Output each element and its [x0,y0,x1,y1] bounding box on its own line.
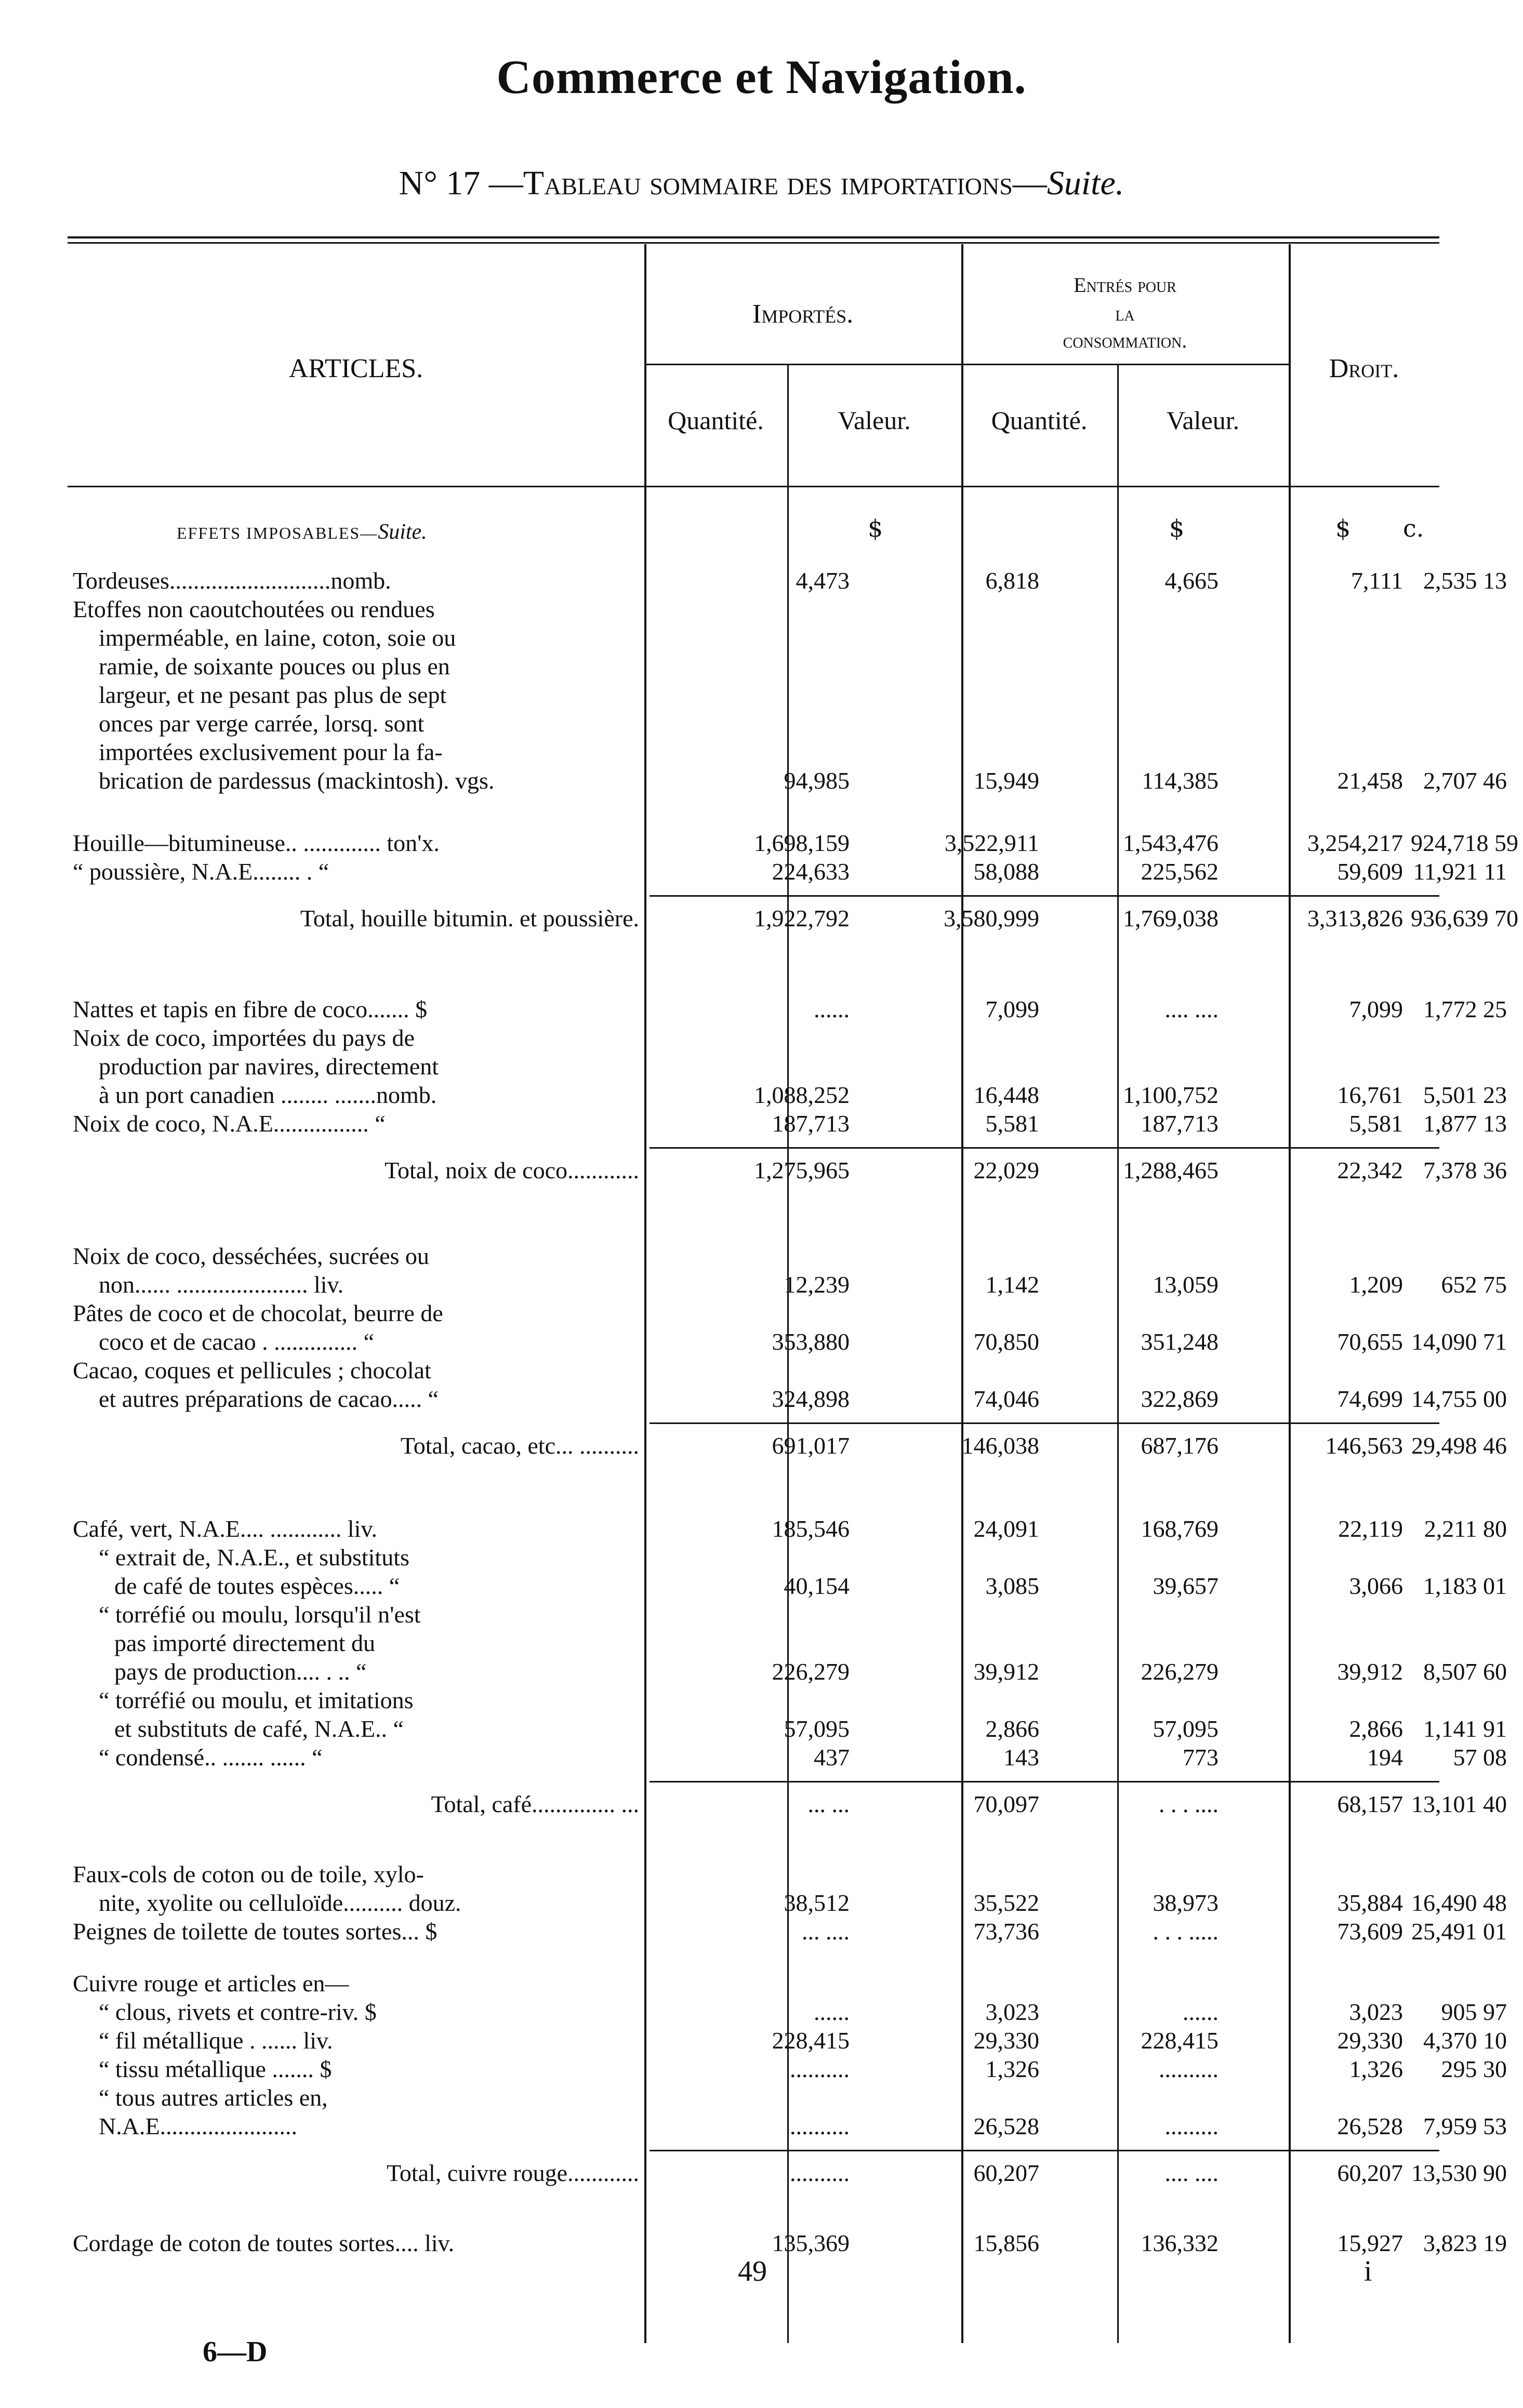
top-rule [68,236,1439,238]
row-label: Noix de coco, importées du pays de [73,1025,415,1051]
subheader-rule [961,364,1289,365]
row-label: coco et de cacao . .............. “ [99,1328,375,1355]
valeur-consommation-cell: 2,866 [1349,1715,1403,1742]
row-label: imperméable, en laine, coton, soie ou [99,624,456,651]
row-label: pas importé directement du [114,1630,376,1656]
row-label: nite, xyolite ou celluloïde.......... douz. [99,1890,461,1916]
table-subtitle [0,164,1523,203]
valeur-consommation-cell: 70,655 [1337,1328,1403,1355]
valeur-header: Valeur. [838,406,911,435]
quantite-importee-cell: 228,415 [772,2027,850,2054]
quantite-importee-cell: 185,546 [772,1515,850,1542]
table-row [68,829,1518,857]
table-row [68,1860,1439,1888]
droit-cell: 1,141 91 [1423,1715,1507,1742]
quantite-consommation-cell: 4,665 [1164,567,1219,594]
table-row [68,1998,1507,2026]
valeur-importee-cell: 3,580,999 [944,905,1039,932]
top-rule-2 [68,242,1439,244]
group-noix-de-coco [68,995,1507,1185]
row-label: “ fil métallique . ...... liv. [99,2027,333,2054]
row-label: largeur, et ne pesant pas plus de sept [99,682,447,708]
table-row [68,652,1439,681]
quantite-importee-cell: ...... [814,996,850,1022]
droit-header: Droit. [1329,354,1399,383]
valeur-importee-cell: 35,522 [973,1890,1039,1916]
droit-cell: 14,090 71 [1411,1328,1507,1355]
droit-cell: 13,530 90 [1411,2160,1507,2186]
table-number: N° 17 [399,164,481,202]
table-row [68,1270,1507,1299]
quantite-importee-cell: 324,898 [772,1386,850,1412]
total-rule [650,895,1439,897]
row-label: brication de pardessus (mackintosh). vgs. [99,767,495,794]
droit-cell: 905 97 [1441,1999,1507,2025]
header-bottom-rule [68,486,1439,487]
droit-unit: $ [1335,514,1351,542]
valeur-importee-cell: 26,528 [973,2113,1039,2139]
row-label: “ tous autres articles en, [99,2084,328,2111]
row-label: de café de toutes espèces..... “ [114,1573,400,1599]
table-row [68,1657,1507,1686]
quantite-consommation-cell: 136,332 [1141,2230,1219,2256]
row-label: “ extrait de, N.A.E., et substituts [99,1544,409,1571]
valeur-consommation-cell: 146,563 [1325,1432,1403,1459]
group-faux-cols [68,1860,1507,1946]
droit-cell: 2,535 13 [1423,567,1507,594]
row-label: N.A.E....................... [99,2113,298,2139]
articles-header: ARTICLES. [288,354,423,383]
valeur-consommation-cell: 59,609 [1337,858,1403,885]
quantite-consommation-cell: ...... [1183,1999,1219,2025]
droit-cell: 1,183 01 [1423,1573,1507,1599]
valeur-consommation-cell: 73,609 [1337,1918,1403,1945]
valeur-consommation-cell: 3,313,826 [1307,905,1403,932]
table-row [68,681,1439,709]
total-row [68,1156,1507,1185]
quantite-importee-cell: ...... [814,1999,850,2025]
valeur-consommation-cell: 16,761 [1337,1082,1403,1108]
quantite-importee-cell: 437 [814,1744,850,1771]
valeur-consommation-cell: 1,209 [1349,1271,1403,1298]
row-label: onces par verge carrée, lorsq. sont [99,710,425,737]
valeur-importee-cell: 70,850 [973,1328,1039,1355]
quantite-consommation-cell: . . . .... [1159,1791,1219,1817]
row-label: “ torréfié ou moulu, lorsqu'il n'est [99,1601,421,1628]
entres-header-2: la [1115,302,1135,325]
table-row [68,1969,1439,1998]
table-row [68,566,1507,595]
table-row [68,738,1439,766]
table-row [68,1714,1507,1743]
valeur-consommation-cell: 22,119 [1338,1515,1403,1542]
entres-header-1: Entrés pour [1074,273,1176,297]
table-name: —Tableau sommaire des importations— [488,164,1047,202]
valeur-importee-cell: 3,023 [985,1999,1039,2025]
group-houille [68,829,1518,933]
droit-cell: 16,490 48 [1411,1890,1507,1916]
valeur-header-2: Valeur. [1166,406,1240,435]
page-title: Commerce et Navigation. [496,50,1027,103]
quantite-importee-cell: 226,279 [772,1658,850,1685]
droit-cell: 5,501 23 [1423,1082,1507,1108]
quantite-consommation-cell: 57,095 [1153,1715,1219,1742]
quantite-consommation-cell: 226,279 [1141,1658,1219,1685]
quantite-consommation-cell: 1,100,752 [1123,1082,1219,1108]
table-row [68,1052,1439,1081]
quantite-importee-cell: .......... [790,2113,850,2139]
quantite-importee-cell: 1,088,252 [754,1082,850,1108]
quantite-consommation-cell: 687,176 [1141,1432,1219,1459]
total-rule [650,2150,1439,2151]
table-row [68,1327,1507,1356]
valeur-importee-cell: 6,818 [985,567,1039,594]
table-row [68,1543,1439,1572]
valeur-importee-cell: 70,097 [973,1791,1039,1817]
quantite-importee-cell: .......... [790,2056,850,2082]
row-label: “ torréfié ou moulu, et imitations [99,1687,414,1713]
valeur-unit: $ [868,514,883,542]
valeur-consommation-cell: 29,330 [1337,2027,1403,2054]
valeur-consommation-cell: 7,099 [1349,996,1403,1022]
quantite-importee-cell: 38,512 [784,1890,850,1916]
table-row [68,623,1439,652]
droit-cell: 8,507 60 [1423,1658,1507,1685]
total-row [68,1431,1507,1460]
valeur-importee-cell: 60,207 [973,2160,1039,2186]
row-label: “ tissu métallique ....... $ [99,2056,332,2082]
quantite-consommation-cell: 1,288,465 [1123,1157,1219,1183]
row-label: Total, cacao, etc... .......... [400,1432,639,1459]
table-row [68,1385,1507,1413]
valeur-importee-cell: 15,949 [973,767,1039,794]
droit-cell: 652 75 [1441,1271,1507,1298]
table-row [68,1514,1507,1543]
quantite-consommation-cell: 322,869 [1141,1386,1219,1412]
total-row [68,1790,1507,1818]
quantite-consommation-cell: 114,385 [1142,767,1219,794]
quantite-importee-cell: 187,713 [772,1110,850,1137]
row-label: pays de production.... . .. “ [114,1658,367,1685]
quantite-importee-cell: 224,633 [772,858,850,885]
row-label: Total, cuivre rouge............ [386,2160,639,2186]
valeur-unit-2: $ [1169,514,1185,542]
droit-cell: 924,718 59 [1411,830,1518,856]
quantite-consommation-cell: 187,713 [1141,1110,1219,1137]
quantite-importee-cell: ... .... [802,1918,850,1945]
valeur-importee-cell: 74,046 [973,1386,1039,1412]
table-row [68,2055,1507,2083]
valeur-consommation-cell: 35,884 [1337,1890,1403,1916]
droit-cell: 936,639 70 [1411,905,1518,932]
table-row [68,995,1507,1023]
row-label: Etoffes non caoutchoutées ou rendues [73,596,435,622]
table-row [68,1888,1507,1917]
quantite-consommation-cell: 1,543,476 [1123,830,1219,856]
row-label: “ poussière, N.A.E........ . “ [73,858,329,885]
total-rule [650,1147,1439,1149]
row-label: “ condensé.. ....... ...... “ [99,1744,323,1771]
valeur-consommation-cell: 7,111 [1350,567,1403,594]
row-label: Cacao, coques et pellicules ; chocolat [73,1357,431,1383]
quantite-importee-cell: .......... [790,2160,850,2186]
group-tordeuses-etoffes [68,566,1507,795]
table-row [68,1081,1507,1109]
valeur-importee-cell: 39,912 [973,1658,1039,1685]
group-cordage [68,2229,1507,2257]
droit-cell: 7,959 53 [1423,2113,1507,2139]
row-label: Total, noix de coco............ [385,1157,639,1183]
table-row [68,1023,1439,1052]
group-cacao [68,1242,1507,1460]
droit-cell: 1,772 25 [1423,996,1507,1022]
valeur-consommation-cell: 74,699 [1337,1386,1403,1412]
valeur-consommation-cell: 3,254,217 [1307,830,1403,856]
page-letter: i [1364,2255,1372,2287]
quantite-consommation-cell: . . . ..... [1153,1918,1219,1945]
group-cafe [68,1514,1507,1818]
droit-cell: 2,707 46 [1423,767,1507,794]
row-label: ramie, de soixante pouces ou plus en [99,653,450,680]
row-label: Noix de coco, desséchées, sucrées ou [73,1243,429,1269]
quantite-consommation-cell: .... .... [1164,2160,1219,2186]
quantite-importee-cell: 4,473 [796,567,850,594]
quantite-importee-cell: 691,017 [772,1432,850,1459]
total-rule [650,1422,1439,1424]
total-row [68,2159,1507,2187]
valeur-importee-cell: 7,099 [985,996,1039,1022]
table-row [68,1299,1439,1327]
importes-header: Importés. [752,299,854,329]
table-row [68,2083,1439,2112]
valeur-importee-cell: 24,091 [973,1515,1039,1542]
droit-cell: 14,755 00 [1411,1386,1507,1412]
quantite-consommation-cell: .......... [1159,2056,1219,2082]
quantite-consommation-cell: 228,415 [1141,2027,1219,2054]
droit-cell: 29,498 46 [1411,1432,1507,1459]
quantite-consommation-cell: 225,562 [1141,858,1219,885]
row-label: “ clous, rivets et contre-riv. $ [99,1999,377,2025]
valeur-importee-cell: 146,038 [961,1432,1039,1459]
row-label: Faux-cols de coton ou de toile, xylo- [73,1861,424,1887]
row-label: Peignes de toilette de toutes sortes... $ [73,1918,438,1945]
row-label: et substituts de café, N.A.E.. “ [114,1715,404,1742]
valeur-consommation-cell: 3,023 [1349,1999,1403,2025]
table-row [68,1917,1507,1946]
valeur-consommation-cell: 68,157 [1337,1791,1403,1817]
table-row [68,1686,1439,1714]
quantite-consommation-cell: 38,973 [1153,1890,1219,1916]
valeur-consommation-cell: 5,581 [1349,1110,1403,1137]
total-rule [650,1781,1439,1782]
droit-cell: 1,877 13 [1423,1110,1507,1137]
row-label: et autres préparations de cacao..... “ [99,1386,439,1412]
quantite-consommation-cell: 13,059 [1153,1271,1219,1298]
row-label: Total, café.............. ... [431,1791,639,1817]
cents-unit: c. [1403,514,1424,542]
droit-cell: 2,211 80 [1424,1515,1507,1542]
droit-cell: 4,370 10 [1423,2027,1507,2054]
quantite-header: Quantité. [668,406,764,435]
row-label: Houille—bitumineuse.. ............. ton'x. [73,830,440,856]
valeur-consommation-cell: 22,342 [1337,1157,1403,1183]
row-label: Total, houille bitumin. et poussière. [300,905,639,932]
row-label: Nattes et tapis en fibre de coco....... $ [73,996,428,1022]
table-row [68,1242,1439,1270]
droit-cell: 7,378 36 [1423,1157,1507,1183]
droit-cell: 13,101 40 [1411,1791,1507,1817]
sheet-marker: 6—D [203,2336,268,2368]
valeur-importee-cell: 16,448 [973,1082,1039,1108]
valeur-importee-cell: 5,581 [985,1110,1039,1137]
droit-cell: 57 08 [1453,1744,1507,1771]
quantite-importee-cell: ... ... [807,1791,850,1817]
valeur-consommation-cell: 194 [1367,1744,1403,1771]
quantite-importee-cell: 1,698,159 [754,830,850,856]
page-number: 49 [738,2255,767,2287]
droit-cell: 3,823 19 [1423,2230,1507,2256]
table-row [68,766,1507,795]
valeur-consommation-cell: 3,066 [1349,1573,1403,1599]
quantite-importee-cell: 57,095 [784,1715,850,1742]
valeur-consommation-cell: 1,326 [1349,2056,1403,2082]
valeur-consommation-cell: 39,912 [1337,1658,1403,1685]
row-label: production par navires, directement [99,1053,439,1080]
row-label: Café, vert, N.A.E.... ............ liv. [73,1515,377,1542]
row-label: Tordeuses...........................nomb. [73,567,391,594]
valeur-consommation-cell: 26,528 [1337,2113,1403,2139]
row-label: Pâtes de coco et de chocolat, beurre de [73,1300,443,1326]
table-suite: Suite. [1047,164,1124,202]
valeur-importee-cell: 22,029 [973,1157,1039,1183]
table-row [68,1572,1507,1600]
droit-cell: 295 30 [1441,2056,1507,2082]
valeur-consommation-cell: 15,927 [1337,2230,1403,2256]
quantite-consommation-cell: ......... [1164,2113,1219,2139]
section-heading: EFFETS IMPOSABLES—Suite. [177,520,427,544]
quantite-header-2: Quantité. [991,406,1088,435]
valeur-importee-cell: 3,085 [985,1573,1039,1599]
total-row [68,904,1518,933]
droit-cell: 11,921 11 [1413,858,1507,885]
quantite-consommation-cell: 39,657 [1153,1573,1219,1599]
valeur-importee-cell: 2,866 [985,1715,1039,1742]
quantite-importee-cell: 1,275,965 [754,1157,850,1183]
quantite-consommation-cell: 1,769,038 [1123,905,1219,932]
valeur-consommation-cell: 21,458 [1337,767,1403,794]
valeur-importee-cell: 1,326 [985,2056,1039,2082]
row-label: Cuivre rouge et articles en— [73,1970,349,1997]
quantite-importee-cell: 135,369 [772,2230,850,2256]
valeur-importee-cell: 15,856 [973,2230,1039,2256]
valeur-importee-cell: 3,522,911 [944,830,1039,856]
quantite-consommation-cell: 351,248 [1141,1328,1219,1355]
row-label: Cordage de coton de toutes sortes.... liv. [73,2230,455,2256]
quantite-importee-cell: 12,239 [784,1271,850,1298]
droit-cell: 25,491 01 [1411,1918,1507,1945]
valeur-importee-cell: 29,330 [973,2027,1039,2054]
table-row [68,2026,1507,2055]
quantite-importee-cell: 94,985 [784,767,850,794]
row-label: importées exclusivement pour la fa- [99,739,443,765]
quantite-consommation-cell: .... .... [1164,996,1219,1022]
quantite-consommation-cell: 773 [1183,1744,1219,1771]
row-label: non...... ...................... liv. [99,1271,344,1298]
table-row [68,2229,1507,2257]
valeur-importee-cell: 143 [1003,1744,1039,1771]
entres-header-3: consommation. [1063,329,1187,352]
table-row [68,857,1507,886]
row-label: Noix de coco, N.A.E................ “ [73,1110,386,1137]
subheader-rule [644,364,961,365]
table-row [68,1109,1507,1138]
table-row [68,1629,1439,1657]
quantite-importee-cell: 353,880 [772,1328,850,1355]
table-row [68,709,1439,738]
row-label: à un port canadien ........ .......nomb. [99,1082,437,1108]
table-row [68,1600,1439,1629]
table-row [68,1743,1507,1772]
quantite-importee-cell: 1,922,792 [754,905,850,932]
table-row [68,2112,1507,2140]
table-row [68,1356,1439,1385]
quantite-consommation-cell: 168,769 [1141,1515,1219,1542]
quantite-importee-cell: 40,154 [784,1573,850,1599]
table-row [68,595,1439,623]
valeur-importee-cell: 73,736 [973,1918,1039,1945]
valeur-consommation-cell: 60,207 [1337,2160,1403,2186]
valeur-importee-cell: 1,142 [985,1271,1039,1298]
group-cuivre [68,1969,1507,2187]
valeur-importee-cell: 58,088 [973,858,1039,885]
